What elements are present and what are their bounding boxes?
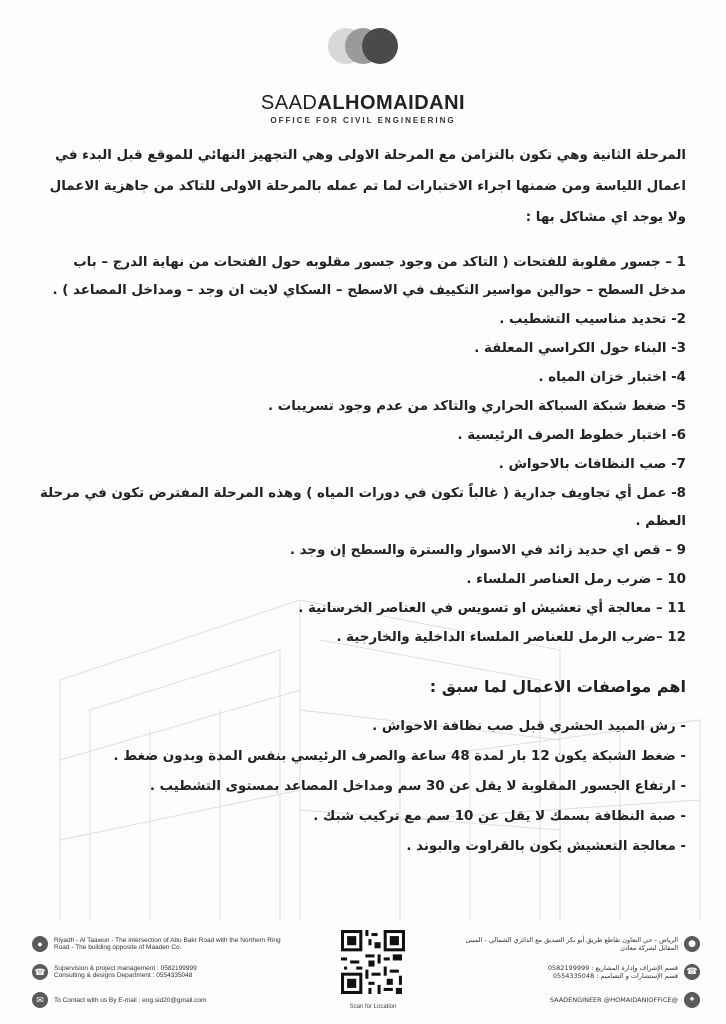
- list-item: 3- البناء حول الكراسي المعلقة .: [474, 341, 686, 356]
- twitter-icon[interactable]: ✦: [684, 992, 700, 1008]
- brand-subtitle: OFFICE FOR CIVIL ENGINEERING: [270, 116, 456, 125]
- location-qr-code[interactable]: [341, 930, 405, 994]
- specs-heading: اهم مواصفات الاعمال لما سبق :: [429, 677, 686, 696]
- list-item: 9 – قص اي حديد زائد في الاسوار والسترة والسطح إن وجد .: [289, 543, 686, 558]
- footer-phone-1-en: Supervision & project management : 0582199999: [54, 965, 197, 972]
- list-item: 12 –ضرب الرمل للعناصر الملساء الداخلية والخارجية .: [336, 630, 686, 645]
- spec-item: - رش المبيد الحشري قبل صب نظافة الاحواش .: [372, 719, 686, 734]
- footer-contact-arabic: [450, 930, 700, 1014]
- work-items-list: [36, 249, 686, 652]
- qr-code-caption: Scan for Location: [349, 1004, 397, 1010]
- spec-item: - ارتفاع الجسور المقلوبة لا يقل عن 30 سم ومداخل المصاعد بمستوى التشطيب .: [149, 779, 686, 794]
- list-item: 4- اختبار خزان المياه .: [538, 370, 686, 385]
- footer-address-row-ar: [450, 930, 700, 958]
- logo-circles-icon: [328, 28, 398, 66]
- footer-address-row: [32, 930, 282, 958]
- spec-item: - صبة النظافة بسمك لا يقل عن 10 سم مع تركيب شبك .: [313, 809, 686, 824]
- footer-social-row: [450, 986, 700, 1014]
- footer-address-en: Riyadh - Al Taawun - The intersection of Abu Bakr Road with the Northern Ring Road - The building opposite of Maaden Co.: [54, 937, 281, 951]
- letterhead: [0, 28, 726, 125]
- footer-contact-english: [32, 930, 282, 1014]
- brand-name-light: SAAD: [260, 92, 318, 114]
- list-item: 7- صب النظافات بالاحواش .: [498, 457, 686, 472]
- brand-name-bold: ALHOMAIDANI: [317, 92, 466, 114]
- footer-social-handles[interactable]: @SAADENGINEER @HOMAIDANIOFFICE: [549, 996, 678, 1004]
- document-body: [36, 140, 686, 862]
- intro-paragraph: المرحلة الثانية وهي تكون بالتزامن مع المرحلة الاولى وهي التجهيز النهائي للموقع قبل البدء في اعمال اللياسة ومن ضمنها اجراء الاختبارات لما تم عمله بالمرحلة الاولى للتاكد من جاهزية الاعمال ولا يوجد اي مشاكل بها :: [49, 148, 686, 225]
- letterhead-footer: [0, 920, 726, 1024]
- list-item: 2- تحديد مناسيب التشطيب .: [499, 312, 686, 327]
- list-item: 5- ضغط شبكة السباكة الحراري والتاكد من عدم وجود تسريبات .: [268, 399, 686, 414]
- location-pin-icon: ●: [684, 936, 700, 952]
- list-item: 6- اختبار خطوط الصرف الرئيسية .: [457, 428, 686, 443]
- list-item: 1 – جسور مقلوبة للفتحات ( التاكد من وجود جسور مقلوبه حول الفتحات من نهاية الدرج – باب مدخل السطح – حوالين مواسير التكييف في الاسطح – السكاي لايت ان وجد – ومداخل المصاعد ) .: [52, 255, 686, 298]
- specs-list: [36, 712, 686, 862]
- list-item: 11 – معالجة أي تعشيش او تسويس في العناصر الخرسانية .: [298, 601, 686, 616]
- list-item: 10 – ضرب رمل العناصر الملساء .: [466, 572, 686, 587]
- footer-address-ar: الرياض - حي التعاون تقاطع طريق أبو بكر الصديق مع الدائري الشمالي - المبنى المقابل لشركة معادن: [465, 936, 678, 952]
- phone-icon: ☎: [32, 964, 48, 980]
- footer-phone-2-ar: قسم الإستشارات و التصاميم : 0554335048: [552, 972, 678, 980]
- footer-phone-1-ar: قسم الإشراف وإدارة المشاريع : 0582199999: [547, 964, 678, 972]
- footer-email-row: [32, 986, 282, 1014]
- footer-phone-row: [32, 958, 282, 986]
- location-pin-icon: ●: [32, 936, 48, 952]
- phone-icon: ☎: [684, 964, 700, 980]
- footer-email[interactable]: To Contact with us By E-mail : eng.sid20@gmail.com: [54, 996, 207, 1004]
- brand-name: [0, 92, 726, 115]
- spec-item: - ضغط الشبكة يكون 12 بار لمدة 48 ساعة والصرف الرئيسي بنفس المدة وبدون ضغط .: [113, 749, 686, 764]
- spec-item: - معالجة التعشيش يكون بالقراوت والبوند .: [406, 839, 686, 854]
- footer-phone-2-en: Consulting & designs Department : 0554335048: [54, 972, 193, 979]
- footer-phone-row-ar: [450, 958, 700, 986]
- list-item: 8- عمل أي تجاويف جدارية ( غالباً تكون في دورات المياه ) وهذه المرحلة المفترض تكون في مرحلة العظم .: [39, 486, 686, 529]
- email-icon: ✉: [32, 992, 48, 1008]
